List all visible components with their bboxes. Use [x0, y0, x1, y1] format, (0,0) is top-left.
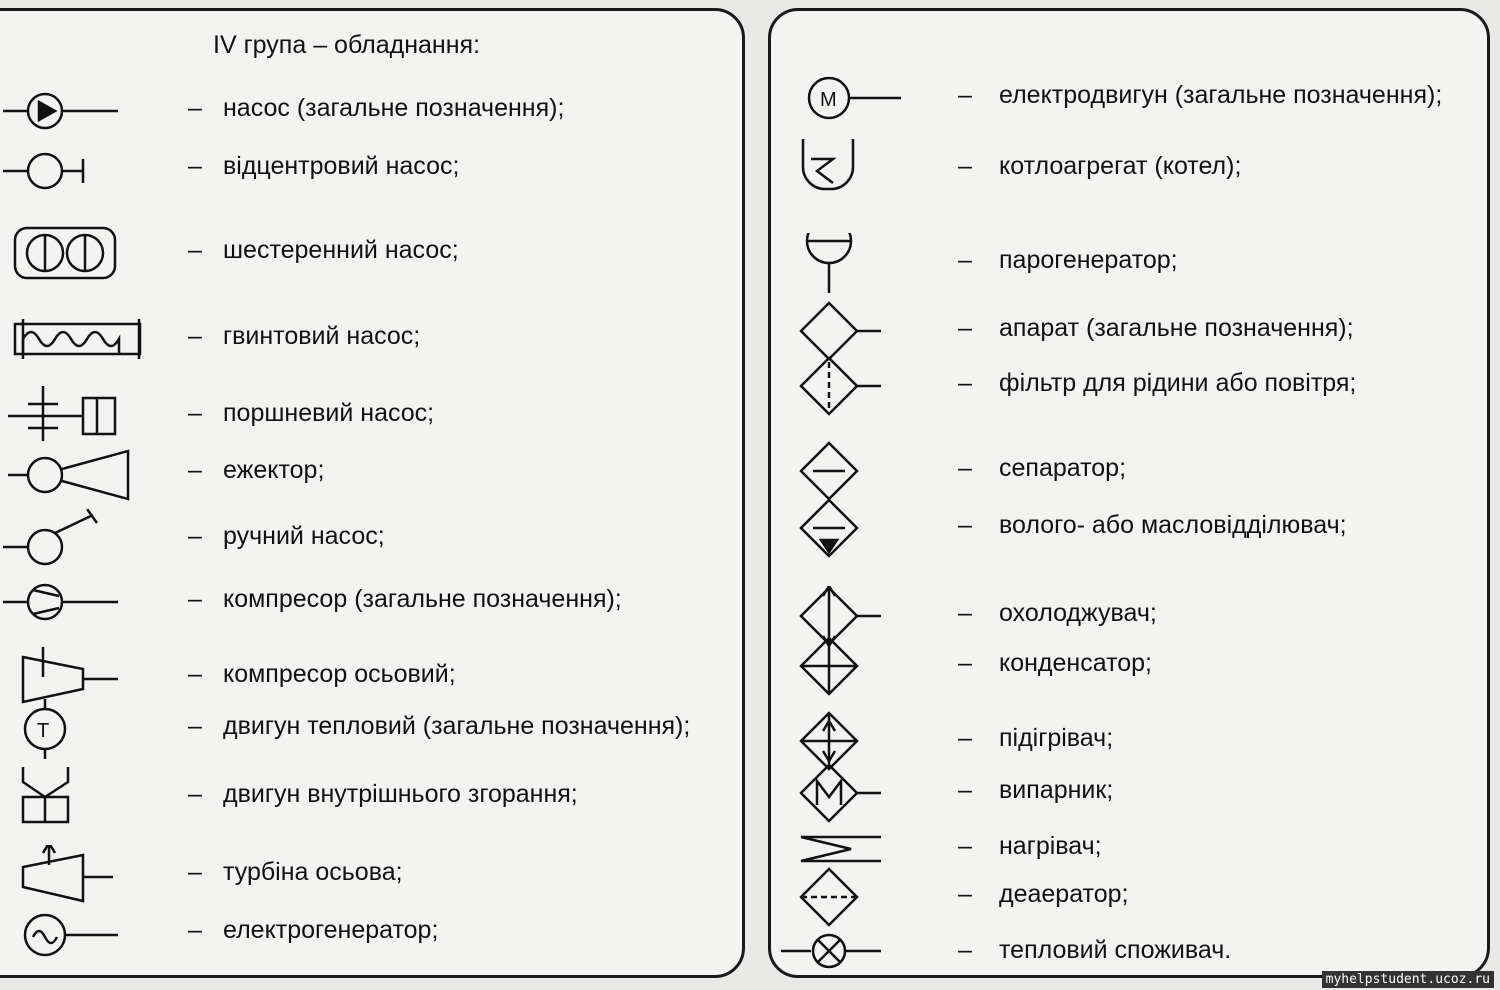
- list-item: [771, 923, 1487, 977]
- condenser-icon: [771, 636, 931, 706]
- item-label: шестеренний насос;: [223, 236, 459, 264]
- dash: –: [958, 511, 972, 539]
- dash: –: [188, 585, 202, 613]
- item-label: електродвигун (загальне позначення);: [999, 81, 1443, 109]
- item-label: двигун тепловий (загальне позначення);: [223, 712, 691, 740]
- list-item: [0, 903, 742, 957]
- electric-motor-icon: [771, 68, 931, 128]
- dash: –: [188, 322, 202, 350]
- dash: –: [958, 599, 972, 627]
- boiler-icon: [771, 139, 931, 209]
- axial-turbine-icon: [0, 845, 173, 905]
- list-item: [0, 699, 742, 753]
- motor-letter: M: [820, 89, 837, 111]
- dash: –: [188, 236, 202, 264]
- dash: –: [188, 780, 202, 808]
- list-item: [771, 763, 1487, 817]
- list-item: [771, 586, 1487, 640]
- dash: –: [958, 880, 972, 908]
- list-item: [0, 139, 742, 193]
- item-label: тепловий споживач.: [999, 936, 1232, 964]
- dash: –: [958, 649, 972, 677]
- list-item: [0, 81, 742, 135]
- list-item: [771, 711, 1487, 765]
- piston-pump-icon: [0, 386, 173, 446]
- dash: –: [958, 314, 972, 342]
- dash: –: [188, 660, 202, 688]
- list-item: [0, 443, 742, 497]
- list-item: [0, 309, 742, 363]
- ice-engine-icon: [0, 767, 173, 827]
- ejector-icon: [0, 443, 173, 503]
- list-item: [0, 845, 742, 899]
- list-item: [0, 386, 742, 440]
- dash: –: [188, 94, 202, 122]
- dash: –: [958, 369, 972, 397]
- filter-icon: [771, 356, 931, 426]
- dash: –: [958, 246, 972, 274]
- watermark: myhelpstudent.ucoz.ru: [1322, 971, 1494, 988]
- list-item: [771, 819, 1487, 873]
- dash: –: [188, 522, 202, 550]
- equipment-panel-left: [0, 8, 745, 978]
- list-item: [771, 301, 1487, 355]
- hand-pump-icon: [0, 509, 173, 569]
- equipment-panel-right: [768, 8, 1490, 978]
- list-item: [771, 441, 1487, 495]
- list-item: [0, 509, 742, 563]
- dash: –: [958, 936, 972, 964]
- centrifugal-pump-icon: [0, 139, 173, 199]
- item-label: підігрівач;: [999, 724, 1114, 752]
- item-label: деаератор;: [999, 880, 1129, 908]
- steam-generator-icon: [771, 233, 931, 303]
- item-label: фільтр для рідини або повітря;: [999, 369, 1357, 397]
- dash: –: [958, 454, 972, 482]
- list-item: [771, 356, 1487, 410]
- item-label: поршневий насос;: [223, 399, 435, 427]
- item-label: охолоджувач;: [999, 599, 1157, 627]
- dash: –: [958, 81, 972, 109]
- screw-pump-icon: [0, 309, 173, 369]
- axial-compressor-icon: [0, 647, 173, 707]
- moisture-separator-icon: [771, 498, 931, 568]
- list-item: [771, 233, 1487, 287]
- item-label: сепаратор;: [999, 454, 1127, 482]
- list-item: [771, 636, 1487, 690]
- list-item: [0, 572, 742, 626]
- item-label: насос (загальне позначення);: [223, 94, 565, 122]
- dash: –: [958, 152, 972, 180]
- item-label: компресор осьовий;: [223, 660, 456, 688]
- dash: –: [188, 916, 202, 944]
- item-label: турбіна осьова;: [223, 858, 403, 886]
- dash: –: [958, 776, 972, 804]
- list-item: [0, 647, 742, 701]
- item-label: волого- або масловідділювач;: [999, 511, 1347, 539]
- item-label: ручний насос;: [223, 522, 385, 550]
- dash: –: [188, 399, 202, 427]
- dash: –: [188, 152, 202, 180]
- list-item: [771, 68, 1487, 122]
- generator-icon: [0, 903, 173, 963]
- heat-consumer-icon: [771, 923, 931, 983]
- gear-pump-icon: [0, 223, 173, 283]
- item-label: нагрівач;: [999, 832, 1102, 860]
- item-label: конденсатор;: [999, 649, 1153, 677]
- item-label: парогенератор;: [999, 246, 1178, 274]
- list-item: [771, 867, 1487, 921]
- dash: –: [188, 858, 202, 886]
- dash: –: [188, 712, 202, 740]
- item-label: апарат (загальне позначення);: [999, 314, 1354, 342]
- item-label: електрогенератор;: [223, 916, 439, 944]
- item-label: відцентровий насос;: [223, 152, 460, 180]
- item-label: компресор (загальне позначення);: [223, 585, 622, 613]
- dash: –: [958, 724, 972, 752]
- heat-engine-letter: T: [37, 720, 50, 742]
- item-label: випарник;: [999, 776, 1114, 804]
- group-heading: IV група – обладнання:: [213, 31, 481, 59]
- list-item: [771, 498, 1487, 552]
- item-label: котлоагрегат (котел);: [999, 152, 1242, 180]
- item-label: ежектор;: [223, 456, 325, 484]
- pump-icon: [0, 81, 173, 141]
- compressor-icon: [0, 572, 173, 632]
- list-item: [771, 139, 1487, 193]
- dash: –: [958, 832, 972, 860]
- item-label: гвинтовий насос;: [223, 322, 421, 350]
- list-item: [0, 767, 742, 821]
- list-item: [0, 223, 742, 277]
- heat-engine-icon: [0, 699, 173, 759]
- dash: –: [188, 456, 202, 484]
- item-label: двигун внутрішнього згорання;: [223, 780, 578, 808]
